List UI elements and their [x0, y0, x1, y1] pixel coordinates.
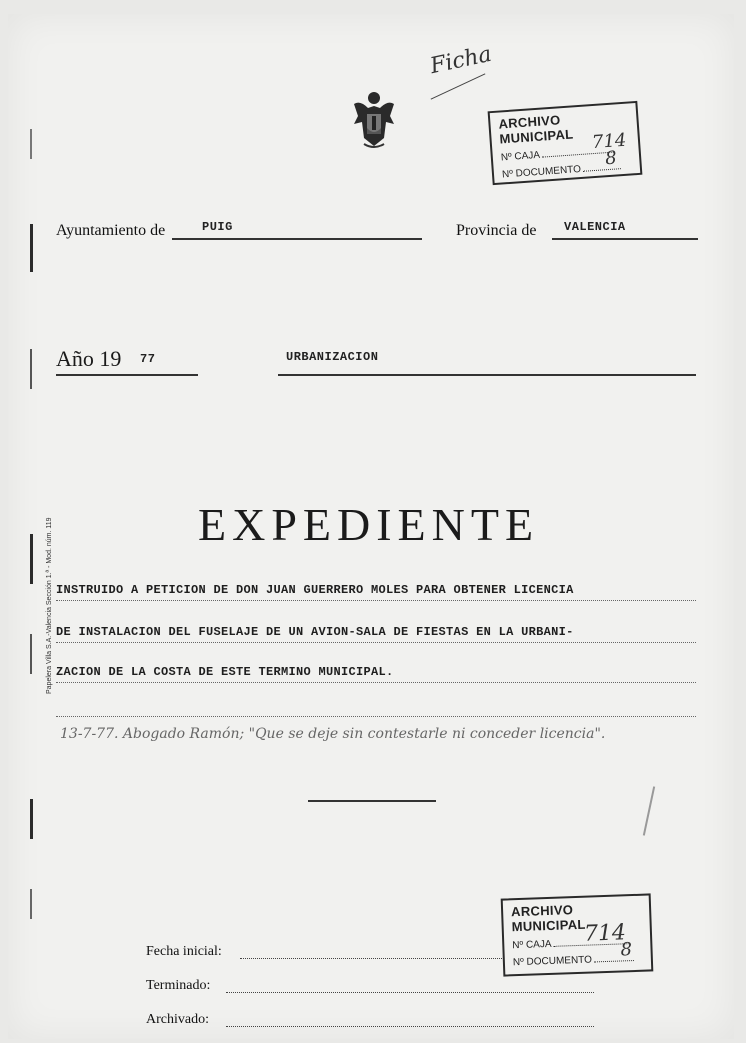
binder-mark — [30, 129, 32, 159]
binder-mark — [30, 889, 32, 919]
body-line-4 — [56, 704, 696, 717]
fecha-inicial-label: Fecha inicial: — [146, 944, 222, 959]
year-field — [56, 346, 198, 376]
binder-mark — [30, 799, 33, 839]
terminado-field — [226, 992, 594, 993]
year-label: Año 19 — [56, 346, 122, 371]
archive-stamp-top — [488, 101, 643, 185]
subject-value: URBANIZACION — [286, 350, 379, 364]
year-value: 77 — [140, 352, 156, 366]
document-page — [8, 14, 734, 1039]
stamp-title: ARCHIVO MUNICIPAL — [510, 902, 586, 935]
binder-mark — [30, 224, 33, 272]
stamp-caja-label: Nº CAJA — [512, 938, 552, 952]
stamp-documento-value: 8 — [604, 147, 618, 170]
ayuntamiento-field — [172, 220, 422, 240]
printer-side-text: Papelera Villa S.A.-Valencia Sección 1.ª - Mod. núm. 119 — [46, 517, 53, 694]
subject-field — [278, 350, 696, 376]
stamp-caja-value: 714 — [591, 129, 628, 154]
coat-of-arms-icon — [350, 88, 398, 152]
archivado-label: Archivado: — [146, 1012, 209, 1027]
archive-stamp-bottom — [501, 893, 654, 976]
pencil-stroke — [643, 786, 655, 835]
fecha-inicial-field — [240, 958, 502, 959]
body-line-3 — [56, 662, 696, 683]
binder-mark — [30, 534, 33, 584]
archivado-field — [226, 1026, 594, 1027]
body-line-text: INSTRUIDO A PETICION DE DON JUAN GUERRERO MOLES PARA OBTENER LICENCIA — [56, 583, 574, 597]
body-line-1 — [56, 580, 696, 601]
ayuntamiento-value: PUIG — [202, 220, 233, 234]
binder-mark — [30, 634, 32, 674]
handwritten-ficha: Ficha — [428, 41, 494, 80]
provincia-label: Provincia de — [456, 222, 537, 239]
stamp-documento-label: Nº DOCUMENTO — [501, 163, 582, 181]
stamp-documento-value: 8 — [620, 939, 633, 961]
body-line-2 — [56, 622, 696, 643]
expediente-title: EXPEDIENTE — [198, 499, 540, 550]
ayuntamiento-label: Ayuntamiento de — [56, 222, 166, 239]
stamp-title: ARCHIVO MUNICIPAL — [497, 112, 574, 147]
stamp-caja-label: Nº CAJA — [500, 149, 541, 164]
provincia-field — [552, 220, 698, 240]
terminado-label: Terminado: — [146, 978, 211, 993]
body-line-text: ZACION DE LA COSTA DE ESTE TERMINO MUNICIPAL. — [56, 665, 394, 679]
provincia-value: VALENCIA — [564, 220, 626, 234]
separator-line — [308, 800, 436, 802]
handwritten-note: 13-7-77. Abogado Ramón; "Que se deje sin contestarle ni conceder licencia". — [60, 726, 606, 742]
body-line-text: DE INSTALACION DEL FUSELAJE DE UN AVION-SALA DE FIESTAS EN LA URBANI- — [56, 625, 574, 639]
stamp-documento-label: Nº DOCUMENTO — [512, 954, 593, 969]
binder-mark — [30, 349, 32, 389]
stamp-caja-value: 714 — [583, 920, 627, 947]
